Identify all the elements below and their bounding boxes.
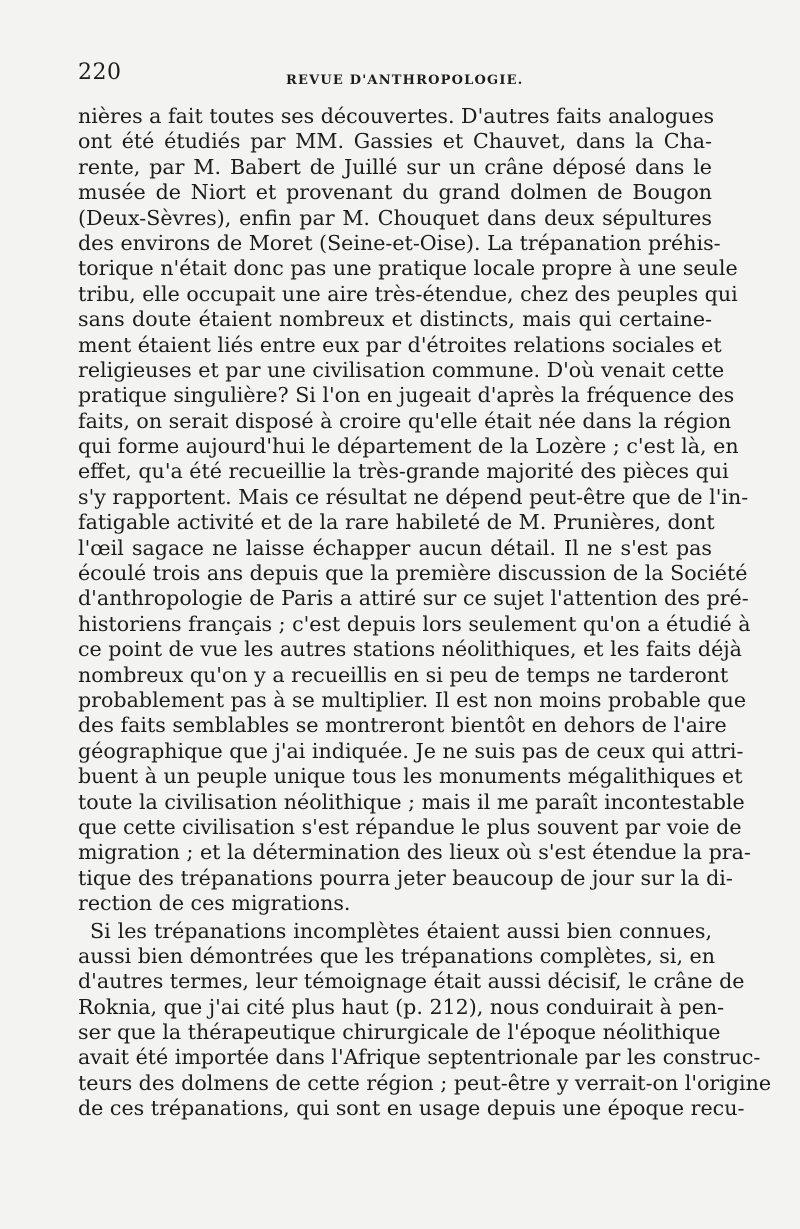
text-line: musée de Niort et provenant du grand dolmen de Bougon: [78, 180, 712, 205]
text-line: sans doute étaient nombreux et distincts, mais qui certaine-: [78, 307, 712, 332]
text-line: géographique que j'ai indiquée. Je ne suis pas de ceux qui attri-: [78, 738, 744, 763]
text-line: historiens français ; c'est depuis lors seulement qu'on a étudié à: [78, 611, 751, 636]
text-line: écoulé trois ans depuis que la première discussion de la Société: [78, 561, 748, 586]
text-line: buent à un peuple unique tous les monuments mégalithiques et: [78, 764, 743, 789]
text-line: ser que la thérapeutique chirurgicale de l'époque néolithique: [78, 1020, 721, 1045]
text-line: Roknia, que j'ai cité plus haut (p. 212), nous conduirait à pen-: [78, 994, 725, 1019]
text-line: aussi bien démontrées que les trépanations complètes, si, en: [78, 943, 715, 968]
text-line: ont été étudiés par MM. Gassies et Chauvet, dans la Cha-: [78, 129, 712, 154]
running-head: REVUE D'ANTHROPOLOGIE.: [286, 73, 524, 88]
text-line: fatigable activité et de la rare habileté de M. Prunières, dont: [78, 510, 715, 535]
text-line: ce point de vue les autres stations néolithiques, et les faits déjà: [78, 637, 742, 662]
text-line: de ces trépanations, qui sont en usage depuis une époque recu-: [78, 1096, 745, 1121]
text-line: migration ; et la détermination des lieux où s'est étendue la pra-: [78, 840, 751, 865]
text-line: rente, par M. Babert de Juillé sur un crâne déposé dans le: [78, 154, 712, 179]
text-line: probablement pas à se multiplier. Il est non moins probable que: [78, 687, 747, 712]
text-line: des faits semblables se montreront bientôt en dehors de l'aire: [78, 713, 727, 738]
text-line: tribu, elle occupait une aire très-étendue, chez des peuples qui: [78, 281, 738, 306]
text-line: d'autres termes, leur témoignage était aussi décisif, le crâne de: [78, 969, 745, 994]
text-line: effet, qu'a été recueillie la très-grande majorité des pièces qui: [78, 459, 729, 484]
text-line: avait été importée dans l'Afrique septentrionale par les construc-: [78, 1045, 761, 1070]
paragraph: [78, 104, 751, 917]
text-line: tique des trépanations pourra jeter beaucoup de jour sur la di-: [78, 865, 733, 890]
text-line: d'anthropologie de Paris a attiré sur ce sujet l'attention des pré-: [78, 586, 749, 611]
text-line: s'y rapportent. Mais ce résultat ne dépend peut-être que de l'in-: [78, 484, 749, 509]
text-line: l'œil sagace ne laisse échapper aucun détail. Il ne s'est pas: [78, 535, 712, 560]
text-line: nombreux qu'on y a recueillis en si peu de temps ne tarderont: [78, 662, 729, 687]
text-line: torique n'était donc pas une pratique locale propre à une seule: [78, 256, 738, 281]
text-line: toute la civilisation néolithique ; mais il me paraît incontestable: [78, 789, 745, 814]
page-header: [78, 60, 710, 96]
text-line: (Deux-Sèvres), enfin par M. Chouquet dans deux sépultures: [78, 205, 712, 230]
text-line: qui forme aujourd'hui le département de la Lozère ; c'est là, en: [78, 434, 739, 459]
text-line: religieuses et par une civilisation commune. D'où venait cette: [78, 357, 725, 382]
text-line: nières a fait toutes ses découvertes. D'autres faits analogues: [78, 104, 715, 128]
text-line: Si les trépanations incomplètes étaient aussi bien connues,: [90, 918, 712, 943]
paragraph: [78, 918, 772, 1122]
page-number: 220: [78, 60, 122, 85]
text-line: ment étaient liés entre eux par d'étroites relations sociales et: [78, 332, 722, 357]
text-line: faits, on serait disposé à croire qu'elle était née dans la région: [78, 408, 732, 433]
text-line: rection de ces migrations.: [78, 891, 351, 916]
text-line: des environs de Moret (Seine-et-Oise). La trépanation préhis-: [78, 230, 721, 255]
text-line: pratique singulière? Si l'on en jugeait d'après la fréquence des: [78, 383, 735, 408]
body-text: [78, 104, 772, 1122]
text-line: teurs des dolmens de cette région ; peut-être y verrait-on l'origine: [78, 1070, 772, 1095]
text-line: que cette civilisation s'est répandue le plus souvent par voie de: [78, 814, 742, 839]
